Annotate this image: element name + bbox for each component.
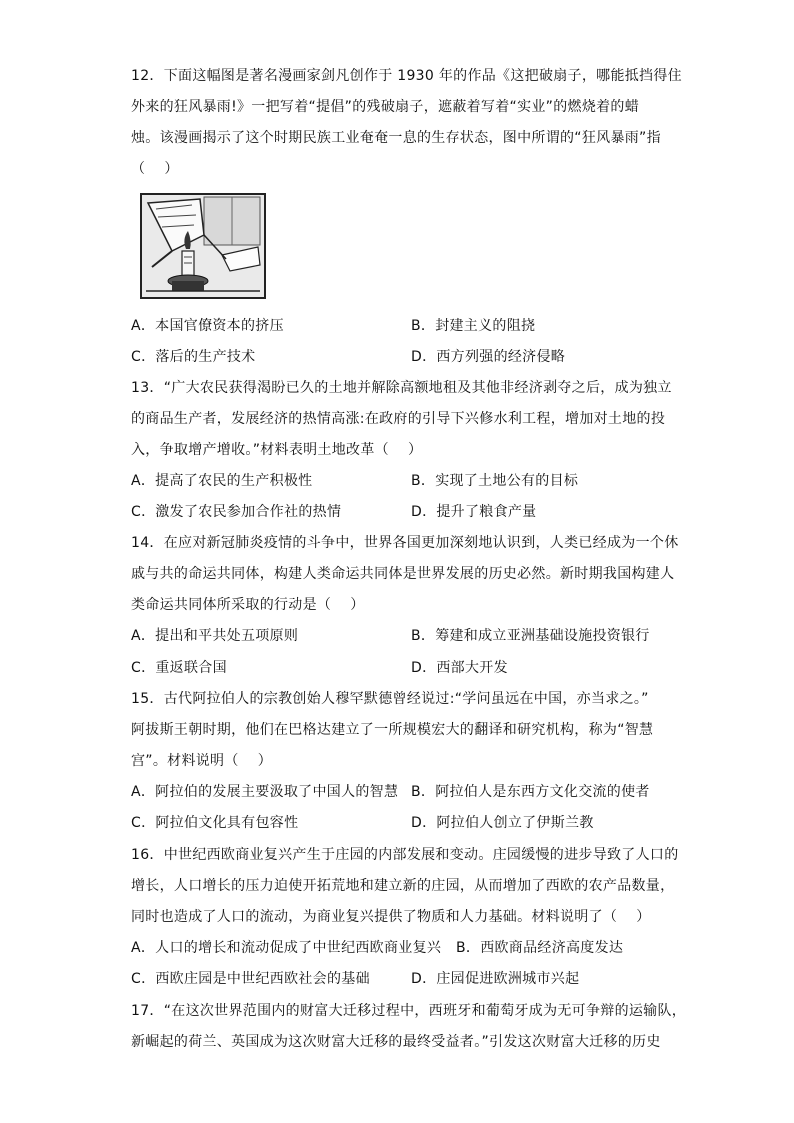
q13-line-2: 的商品生产者，发展经济的热情高涨:在政府的引导下兴修水利工程，增加对土地的投 bbox=[131, 411, 666, 427]
q15-line-2: 阿拔斯王朝时期，他们在巴格达建立了一所规模宏大的翻译和研究机构，称为“智慧 bbox=[131, 722, 654, 738]
q15-line-3: 宫”。材料说明（ ） bbox=[131, 753, 273, 769]
q14-line-3: 类命运共同体所采取的行动是（ ） bbox=[131, 597, 365, 613]
q14-line-1: 14．在应对新冠肺炎疫情的斗争中，世界各国更加深刻地认识到，人类已经成为一个休 bbox=[131, 535, 679, 551]
q15-option-c[interactable]: C．阿拉伯文化具有包容性 bbox=[131, 815, 299, 831]
q12-line-3: 烛。该漫画揭示了这个时期民族工业奄奄一息的生存状态，图中所谓的“狂风暴雨”指 bbox=[131, 130, 661, 146]
q15-option-d[interactable]: D．阿拉伯人创立了伊斯兰教 bbox=[411, 815, 594, 831]
q16-line-1: 16．中世纪西欧商业复兴产生于庄园的内部发展和变动。庄园缓慢的进步导致了人口的 bbox=[131, 847, 679, 863]
q17-line-1: 17．“在这次世界范围内的财富大迁移过程中，西班牙和葡萄牙成为无可争辩的运输队， bbox=[131, 1003, 687, 1019]
q13-line-1: 13．“广大农民获得渴盼已久的土地并解除高额地租及其他非经济剥夺之后，成为独立 bbox=[131, 380, 672, 396]
q14-option-d[interactable]: D．西部大开发 bbox=[411, 660, 508, 676]
q14-option-c[interactable]: C．重返联合国 bbox=[131, 660, 227, 676]
q13-option-b[interactable]: B．实现了土地公有的目标 bbox=[411, 473, 579, 489]
q17-line-2: 新崛起的荷兰、英国成为这次财富大迁移的最终受益者。”引发这次财富大迁移的历史 bbox=[131, 1034, 661, 1050]
q12-line-2: 外来的狂风暴雨!》一把写着“提倡”的残破扇子，遮蔽着写着“实业”的燃烧着的蜡 bbox=[131, 99, 640, 115]
q16-option-a[interactable]: A．人口的增长和流动促成了中世纪西欧商业复兴 bbox=[131, 940, 442, 956]
q12-line-1: 12．下面这幅图是著名漫画家剑凡创作于 1930 年的作品《这把破扇子，哪能抵挡得住 bbox=[131, 68, 682, 84]
q13-option-c[interactable]: C．激发了农民参加合作社的热情 bbox=[131, 504, 342, 520]
q12-line-4: （ ） bbox=[131, 161, 179, 177]
q13-option-a[interactable]: A．提高了农民的生产积极性 bbox=[131, 473, 313, 489]
q16-line-3: 同时也造成了人口的流动，为商业复兴提供了物质和人力基础。材料说明了（ ） bbox=[131, 909, 651, 925]
q14-option-a[interactable]: A．提出和平共处五项原则 bbox=[131, 628, 299, 644]
q16-option-d[interactable]: D．庄园促进欧洲城市兴起 bbox=[411, 971, 580, 987]
q12-option-c[interactable]: C．落后的生产技术 bbox=[131, 349, 256, 365]
q14-option-b[interactable]: B．筹建和成立亚洲基础设施投资银行 bbox=[411, 628, 650, 644]
q15-option-b[interactable]: B．阿拉伯人是东西方文化交流的使者 bbox=[411, 784, 650, 800]
q12-option-a[interactable]: A．本国官僚资本的挤压 bbox=[131, 318, 284, 334]
q14-line-2: 戚与共的命运共同体，构建人类命运共同体是世界发展的历史必然。新时期我国构建人 bbox=[131, 566, 675, 582]
q13-line-3: 入，争取增产增收。”材料表明土地改革（ ） bbox=[131, 442, 423, 458]
q16-option-b[interactable]: B．西欧商品经济高度发达 bbox=[456, 940, 624, 956]
q12-option-b[interactable]: B．封建主义的阻挠 bbox=[411, 318, 536, 334]
cartoon-image bbox=[140, 193, 266, 299]
q16-option-c[interactable]: C．西欧庄园是中世纪西欧社会的基础 bbox=[131, 971, 370, 987]
q15-option-a[interactable]: A．阿拉伯的发展主要汲取了中国人的智慧 bbox=[131, 784, 399, 800]
q12-option-d[interactable]: D．西方列强的经济侵略 bbox=[411, 349, 566, 365]
q15-line-1: 15．古代阿拉伯人的宗教创始人穆罕默德曾经说过:“学问虽远在中国，亦当求之。” bbox=[131, 691, 649, 707]
q13-option-d[interactable]: D．提升了粮食产量 bbox=[411, 504, 537, 520]
q16-line-2: 增长，人口增长的压力迫使开拓荒地和建立新的庄园，从而增加了西欧的农产品数量， bbox=[131, 878, 675, 894]
